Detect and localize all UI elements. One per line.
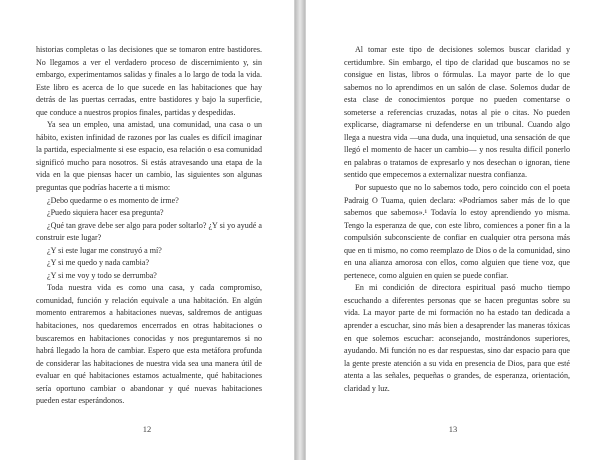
left-page-text	[36, 44, 262, 408]
question-line: ¿Y si me quedo y nada cambia?	[47, 258, 150, 268]
page-number: 12	[142, 424, 152, 434]
right-page	[305, 0, 600, 460]
question-line: ¿Y si me voy y todo se derrumba?	[47, 270, 157, 280]
paragraph: Ya sea un empleo, una amistad, una comunidad, una casa o un hábito, existen infinidad de razones por las cuales es difícil imaginar la partida, especialmente si ese espacio, esa relación o esa comunidad significó mucho para nosotros. Si estás atravesando una etapa de la vida en la que piensas hacer un cambio, las siguientes son algunas preguntas que podrías hacerte a ti mismo:	[36, 120, 262, 193]
book-gutter	[295, 0, 305, 460]
right-page-text	[344, 44, 570, 395]
paragraph: Toda nuestra vida es como una casa, y cada compromiso, comunidad, función y relación equivale a una habitación. En algún momento entraremos a habitaciones nuevas, saldremos de antiguas habitaciones, nos quedaremos encerrados en otras habitaciones o buscaremos en habitaciones conocidas y nos preguntaremos si no habrá llegado la hora de cambiar. Espero que esta metáfora profunda de considerar las habitaciones de nuestra vida sea una manera útil de evaluar en qué habitaciones estamos actualmente, qué habitaciones sería oportuno cambiar o abandonar y qué nuevas habitaciones pueden estar esperándonos.	[36, 283, 262, 406]
page-number: 13	[448, 424, 458, 434]
left-page	[0, 0, 295, 460]
paragraph: En mi condición de directora espiritual pasó mucho tiempo escuchando a diferentes personas que se hacen preguntas sobre su vida. La mayor parte de mi formación no ha estado tan dedicada a aprender a escuchar, sino más bien a desaprender las maneras tóxicas en que solemos escuchar: aconsejando, mostrándonos superiores, ayudando. Mi función no es dar respuestas, sino dar espacio para que la gente preste atención a su vida en presencia de Dios, para que esté atenta a las señales, pequeñas o grandes, de esperanza, orientación, claridad y luz.	[344, 283, 570, 393]
question-line: ¿Puedo siquiera hacer esa pregunta?	[47, 208, 164, 218]
question-line: ¿Y si este lugar me construyó a mí?	[47, 245, 162, 255]
paragraph: Al tomar este tipo de decisiones solemos buscar claridad y certidumbre. Sin embargo, el tipo de claridad que buscamos no se consigue en listas, libros o fórmulas. La mayor parte de lo que sabemos no lo aprendimos en un salón de clase. Solemos dudar de esta clase de conocimientos porque no pueden comentarse o someterse a referencias cruzadas, notas al pie o citas. No pueden explicarse, diagramarse ni defenderse en un tribunal. Cuando algo llega a nuestra vida —una duda, una inquietud, una sensación de que llegó el momento de hacer un cambio— y nos resulta difícil ponerlo en palabras o tratamos de expresarlo y nos desechan o ignoran, tiene sentido que empecemos a externalizar nuestra confianza.	[344, 45, 570, 180]
question-line: ¿Debo quedarme o es momento de irme?	[47, 195, 179, 205]
paragraph: historias completas o las decisiones que se tomaron entre bastidores. No llegamos a ver el verdadero proceso de discernimiento y, sin embargo, experimentamos salidas y finales a lo largo de toda la vida. Este libro es acerca de lo que sucede en las habitaciones que hay detrás de las puertas cerradas, entre bastidores y bajo la superficie, que conduce a nuestros propios finales, partidas y despedidas.	[36, 45, 262, 117]
question-line: ¿Qué tan grave debe ser algo para poder soltarlo? ¿Y si yo ayudé a construir este lugar?	[36, 220, 262, 243]
paragraph: Por supuesto que no lo sabemos todo, pero coincido con el poeta Padraig O Tuama, quien declara: «Podríamos saber más de lo que sabemos que sabemos».¹ Todavía lo estoy aprendiendo yo misma. Tengo la esperanza de que, con este libro, comiences a poner fin a la compulsión subconsciente de confiar en cualquier otra persona más que en ti mismo, no como reemplazo de Dios o de la comunidad, sino en una alianza amorosa con ellos, como alguien que tiene voz, que pertenece, como alguien en quien se puede confiar.	[344, 183, 570, 280]
